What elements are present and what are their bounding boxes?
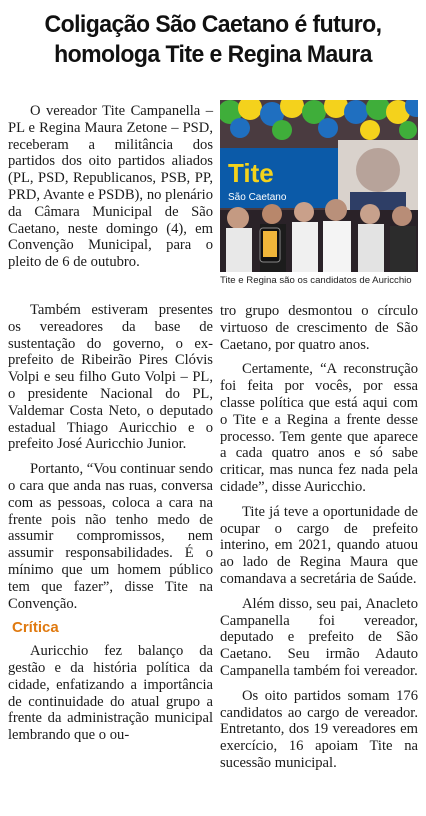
column-2: [220, 303, 418, 780]
event-photo: [220, 100, 418, 272]
column-1-top: [8, 103, 213, 279]
paragraph-interim-mayor: Tite já teve a oportunidade de ocupar o cargo de prefeito interino, em 2021, quando atuou ao lado de Regina Maura que comandava a secretária de Saúde.: [220, 503, 418, 587]
paragraph-candidates: Os oito partidos somam 176 candidatos ao cargo de vereador. Entretanto, dos 19 vereadores em exercício, 16 apoiam Tite na sucessão municipal.: [220, 687, 418, 771]
banner-text: Tite: [228, 158, 274, 188]
article-headline: [20, 10, 405, 70]
convention-photo-illustration: [220, 100, 418, 272]
paragraph-attendees: Também estiveram presentes os vereadores da base de sustentação do governo, o ex-prefeito de Ribeirão Pires Clóvis Volpi e seu filho Guto Volpi – PL, o presidente Nacional do PL, Valdemar Costa Neto, o deputado estadual Thiago Auricchio e o prefeito José Auricchio Junior.: [8, 302, 213, 453]
paragraph-quote-tite: Portanto, “Vou continuar sendo o cara que anda nas ruas, conversa com as pessoas, coloca a cara na frente pois não tenho medo de assumir compromissos, nem assumir responsabilidades. É o mínimo que um homem público tem que fazer”, disse Tite na Convenção.: [8, 461, 213, 612]
paragraph-intro: O vereador Tite Campanella – PL e Regina Maura Zetone – PSD, receberam a militância dos partidos dos oito partidos aliados (PL, PSD, Republicanos, PSB, PP, PRD, Avante e PSDB), no plenário da Câmara Municipal de São Caetano, neste domingo (4), em Convenção Municipal, para o pleito de 6 de outubro.: [8, 103, 213, 271]
column-1-bottom: [8, 302, 213, 752]
headline-line-2: homologa Tite e Regina Maura: [54, 41, 372, 68]
paragraph-auricchio: Auricchio fez balanço da gestão e da história política da cidade, enfatizando a importância de continuidade do atual grupo a frente da administração municipal lembrando que o ou-: [8, 643, 213, 744]
headline-line-1: Coligação São Caetano é futuro,: [44, 11, 382, 38]
photo-caption: Tite e Regina são os candidatos de Auricchio: [220, 275, 412, 286]
banner-subtext: São Caetano: [228, 192, 287, 203]
paragraph-continuation: tro grupo desmontou o círculo virtuoso de crescimento de São Caetano, por quatro anos.: [220, 303, 418, 353]
paragraph-quote-auricchio: Certamente, “A reconstrução foi feita por vocês, por essa classe política que está aqui com o Tite e a Regina a frente desse processo. Tem gente que aparece a cada quatro anos e só sabe criticar, mas nunca fez nada pela cidade”, disse Auricchio.: [220, 361, 418, 495]
subhead-critica: Crítica: [12, 619, 59, 637]
paragraph-family: Além disso, seu pai, Anacleto Campanella foi vereador, deputado e prefeito de São Caetano. Seu irmão Adauto Campanella também foi vereador.: [220, 595, 418, 679]
